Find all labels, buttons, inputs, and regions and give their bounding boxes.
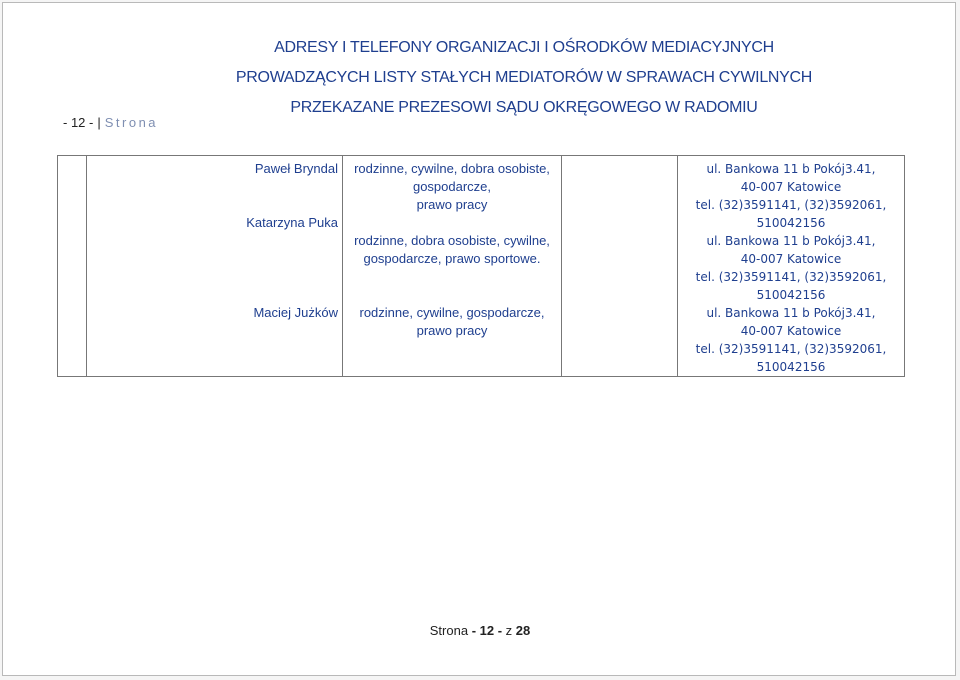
footer-prefix: Strona [429,623,469,638]
mediator-specialties: rodzinne, cywilne, dobra osobiste, gospodarcze, prawo pracy [343,156,562,233]
page-ref-word: Strona [104,115,159,130]
mediators-table [57,155,905,377]
mediator-address: ul. Bankowa 11 b Pokój3.41, 40-007 Katowice tel. (32)3591141, (32)3592061, 510042156 [678,156,905,233]
table-row [58,304,905,377]
mediator-specialties: rodzinne, dobra osobiste, cywilne, gospodarcze, prawo sportowe. [343,232,562,304]
title-line-3: PRZEKAZANE PREZESOWI SĄDU OKRĘGOWEGO W RADOMIU [290,99,758,116]
document-title [3,33,957,123]
footer-total-pages: 28 [515,623,531,638]
mediator-name: Maciej Jużków [87,304,343,377]
mediator-name: Katarzyna Puka [87,232,343,304]
title-line-2: PROWADZĄCYCH LISTY STAŁYCH MEDIATORÓW W SPRAWACH CYWILNYCH [235,69,813,86]
mediator-specialties: rodzinne, cywilne, gospodarcze, prawo pracy [343,304,562,377]
page-ref-separator: | [97,115,101,130]
mediator-address: ul. Bankowa 11 b Pokój3.41, 40-007 Katowice tel. (32)3591141, (32)3592061, 510042156 [678,304,905,377]
title-line-1: ADRESY I TELEFONY ORGANIZACJI I OŚRODKÓW MEDIACYJNYCH [274,39,774,56]
page-ref-number: - 12 - [63,115,94,130]
footer-current-page: - 12 - [471,623,503,638]
page-footer [3,623,957,638]
footer-of: z [505,623,513,638]
mediator-name: Paweł Bryndal [87,156,343,233]
page-reference [63,115,158,130]
document-page [2,2,956,676]
mediator-address: ul. Bankowa 11 b Pokój3.41, 40-007 Katowice tel. (32)3591141, (32)3592061, 510042156 [678,232,905,304]
table-row [58,232,905,304]
